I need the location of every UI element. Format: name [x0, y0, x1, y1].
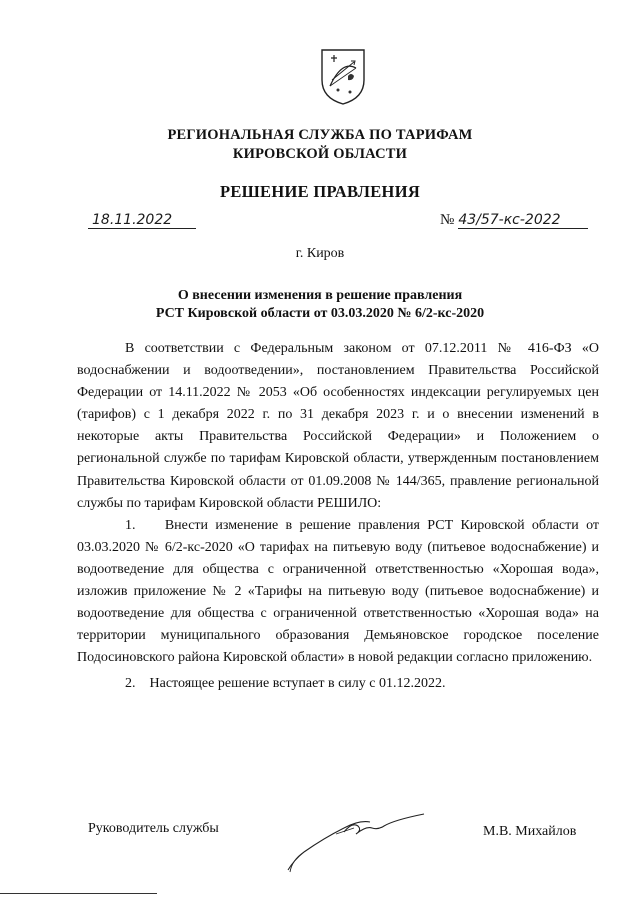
list-item — [77, 515, 599, 670]
number-sign: № — [440, 212, 455, 228]
document-body — [77, 338, 599, 696]
item-text: Настоящее решение вступает в силу с 01.12.2022. — [149, 676, 446, 692]
decision-number-block — [440, 212, 588, 229]
signatory-name: М.В. Михайлов — [483, 824, 577, 839]
city: г. Киров — [295, 246, 345, 261]
list-item — [77, 673, 599, 695]
decision-number: 43/57-кс-2022 — [458, 212, 588, 229]
decision-date: 18.11.2022 — [88, 212, 196, 229]
preamble-paragraph: В соответствии с Федеральным законом от 07.12.2011 № 416-ФЗ «О водоснабжении и водоотведении», постановлением Правительства Российской Федерации от 14.11.2022 № 2053 «Об особенностях индексации регулируемых цен (тарифов) с 1 декабря 2022 г. по 31 декабря 2023 г. и о внесении изменений в некоторые акты Правительства Российской Федерации» и Положением о региональной службе по тарифам Кировской области, утвержденным постановлением Правительства Кировской области от 01.09.2008 № 144/365, правление региональной службы по тарифам Кировской области РЕШИЛО: — [77, 341, 599, 511]
document-title: РЕШЕНИЕ ПРАВЛЕНИЯ — [219, 182, 421, 201]
item-number: 1. — [125, 517, 136, 533]
footer-divider — [0, 893, 157, 894]
org-name-line1: РЕГИОНАЛЬНАЯ СЛУЖБА ПО ТАРИФАМ — [167, 127, 473, 143]
subject-line2: РСТ Кировской области от 03.03.2020 № 6/2-кс-2020 — [155, 306, 485, 321]
handwritten-signature — [284, 808, 444, 880]
item-number: 2. — [125, 676, 136, 692]
signatory-position: Руководитель службы — [88, 821, 219, 836]
org-name-line2: КИРОВСКОЙ ОБЛАСТИ — [232, 146, 408, 162]
coat-of-arms-icon — [318, 46, 368, 106]
item-text: Внести изменение в решение правления РСТ Кировской области от 03.03.2020 № 6/2-кс-2020 «О тарифах на питьевую воду (питьевое водоснабжение) и водоотведение для общества с ограниченной ответственностью «Хорошая вода», изложив приложение № 2 «Тарифы на питьевую воду (питьевое водоснабжение) и водоотведение для общества с ограниченной ответственностью «Хорошая вода» на территории муниципального образования Демьяновское городское поселение Подосиновского района Кировской области» в новой редакции согласно приложению. — [77, 517, 599, 666]
subject-line1: О внесении изменения в решение правления — [177, 288, 463, 303]
